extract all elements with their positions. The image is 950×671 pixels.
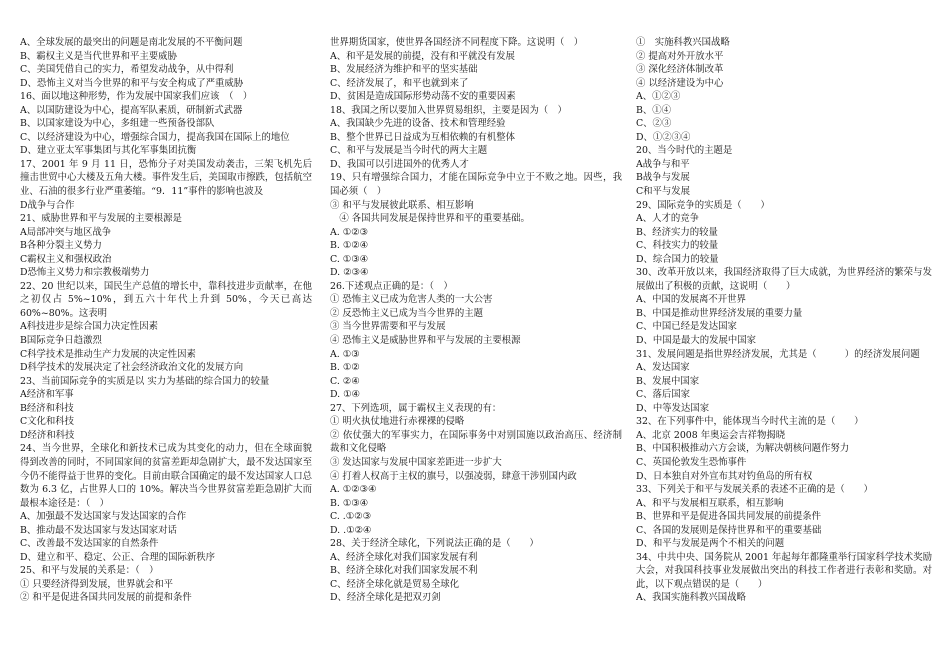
question-text-line: ④ 以经济建设为中心 bbox=[636, 77, 724, 89]
question-text-line: ① 只要经济得到发展，世界就会和平 bbox=[20, 578, 173, 590]
question-text-line: A. ①③ bbox=[330, 348, 360, 360]
question-text-line: B经济和科技 bbox=[20, 402, 74, 414]
question-text-line: D战争与合作 bbox=[20, 199, 75, 211]
question-text-line: 21、威胁世界和平与发展的主要根源是 bbox=[20, 213, 182, 225]
question-text-line: ③ 和平与发展彼此联系、相互影响 bbox=[330, 199, 474, 211]
question-text-line: B、整个世界已日益成为互相依赖的有机整体 bbox=[330, 131, 516, 143]
question-text-line: D. ②③④ bbox=[330, 267, 369, 279]
question-text-line: 30、改革开放以来，我国经济取得了巨大成就，为世界经济的繁荣与发展做出了积极的贡献，这说明（ ） bbox=[636, 267, 932, 292]
question-text-line: 28、关于经济全球化，下列说法正确的是（ ） bbox=[330, 538, 539, 550]
question-text-line: C、经济全球化就是贸易全球化 bbox=[330, 578, 460, 590]
question-text-line: A、全球发展的最突出的问题是南北发展的不平衡问题 bbox=[20, 37, 243, 48]
question-text-line: D、中国是最大的发展中国家 bbox=[636, 335, 757, 347]
question-text-line: 18、我国之所以要加入世界贸易组织，主要是因为（ ） bbox=[330, 104, 567, 116]
question-text-line: A、人才的竞争 bbox=[636, 213, 700, 225]
question-text-line: 世界期货国家，使世界各国经济不同程度下降。这说明（ ） bbox=[330, 37, 584, 48]
question-text-line: ① 明火执仗地进行赤裸裸的侵略 bbox=[330, 416, 465, 428]
question-text-line: B、发展中国家 bbox=[636, 375, 700, 387]
question-text-line: C、科技实力的较量 bbox=[636, 240, 719, 252]
question-text-line: ④ 各国共同发展是保持世界和平的重要基础。 bbox=[330, 213, 530, 225]
question-text-line: C. ①③④ bbox=[330, 253, 369, 265]
question-text-line: A、我国实施科教兴国战略 bbox=[636, 592, 746, 604]
question-text-line: B、中国积极推动六方会谈，为解决朝核问题作努力 bbox=[636, 443, 850, 455]
question-text-line: A、发达国家 bbox=[636, 362, 690, 374]
question-text-line: C、和平与发展是当今时代的两大主题 bbox=[330, 145, 488, 157]
question-text-line: C. .①②③ bbox=[330, 511, 371, 523]
question-text-line: C霸权主义和强权政治 bbox=[20, 253, 112, 265]
question-text-line: C、改善最不发达国家的自然条件 bbox=[20, 538, 159, 550]
question-text-line: 23、当前国际竞争的实质是以 实力为基础的综合国力的较量 bbox=[20, 375, 270, 387]
question-text-line: B各种分裂主义势力 bbox=[20, 240, 102, 252]
question-text-line: B、霸权主义是当代世界和平主要威胁 bbox=[20, 50, 177, 62]
question-text-line: C. ②④ bbox=[330, 375, 360, 387]
question-text-line: B、中国是推动世界经济发展的重要力量 bbox=[636, 307, 803, 319]
question-text-line: D、中等发达国家 bbox=[636, 402, 710, 414]
question-text-line: C文化和科技 bbox=[20, 416, 75, 428]
question-text-line: C、落后国家 bbox=[636, 389, 691, 401]
question-text-line: C、各国的发展则是保持世界和平的重要基础 bbox=[636, 524, 822, 536]
question-text-line: 31、发展问题是指世界经济发展，尤其是（ ）的经济发展问题 bbox=[636, 348, 920, 360]
question-text-line: C、美国凭借自己的实力，希望发动战争，从中得利 bbox=[20, 64, 234, 76]
question-text-line: B、推动最不发达国家与发达国家对话 bbox=[20, 524, 177, 536]
question-text-line: C和平与发展 bbox=[636, 186, 691, 198]
question-text-line: A、我国缺少先进的设备、技术和管理经验 bbox=[330, 118, 506, 130]
question-text-line: ③ 发达国家与发展中国家差距进一步扩大 bbox=[330, 456, 502, 468]
question-text-line: ② 反恐怖主义已成为当今世界的主题 bbox=[330, 307, 483, 319]
question-text-line: ① 实施科教兴国战略 bbox=[636, 37, 730, 48]
question-text-line: 19、只有增强综合国力，才能在国际竞争中立于不败之地。因些，我国必须（ ） bbox=[330, 172, 622, 198]
question-text-line: D经济和科技 bbox=[20, 429, 75, 441]
question-text-line: B、经济实力的较量 bbox=[636, 226, 718, 238]
question-text-line: A、加强最不发达国家与发达国家的合作 bbox=[20, 511, 187, 523]
question-text-line: D、贫困是造成国际形势动荡不安的重要因素 bbox=[330, 91, 516, 103]
question-text-line: C、以经济建设为中心，增强综合国力，提高我国在国际上的地位 bbox=[20, 131, 290, 143]
question-text-line: 32、在下列事件中，能体现当今时代主流的是（ ） bbox=[636, 416, 864, 428]
question-text-line: C、英国伦敦发生恐怖事件 bbox=[636, 456, 747, 468]
question-text-line: B战争与发展 bbox=[636, 172, 690, 184]
question-text-line: A、①②③ bbox=[636, 91, 681, 103]
question-text-line: A、经济全球化对我们国家发展有利 bbox=[330, 551, 478, 563]
question-text-line: ② 依仗强大的军事实力，在国际事务中对别国施以政治高压、经济制裁和文化侵略 bbox=[330, 429, 622, 455]
question-text-line: B、①④ bbox=[636, 104, 672, 116]
question-text-line: A. ①②③ bbox=[330, 226, 368, 238]
question-text-line: D、我国可以引进国外的优秀人才 bbox=[330, 158, 469, 170]
question-text-line: D、恐怖主义对当今世界的和平与安全构成了严重威胁 bbox=[20, 77, 244, 89]
question-text-line: D恐怖主义势力和宗教极端势力 bbox=[20, 267, 150, 279]
question-text-line: 26.下述观点正确的是：（ ） bbox=[330, 280, 453, 292]
question-text-line: C、中国已经是发达国家 bbox=[636, 321, 737, 333]
question-text-line: A局部冲突与地区战争 bbox=[20, 226, 112, 238]
question-text-line: A、以国防建设为中心，提高军队素质，研制新式武器 bbox=[20, 104, 243, 116]
question-text-line: D、日本独自对外宣布其对钓鱼岛的所有权 bbox=[636, 470, 813, 482]
question-text-line: ④ 打着人权高于主权的旗号，以强凌弱，肆意干涉别国内政 bbox=[330, 470, 577, 482]
question-text-line: B. ①② bbox=[330, 362, 360, 374]
column-middle bbox=[330, 36, 622, 671]
question-text-line: C、经济发展了，和平也就到来了 bbox=[330, 77, 469, 89]
column-right bbox=[636, 36, 932, 671]
question-text-line: 33、下列关于和平与发展关系的表述不正确的是（ ） bbox=[636, 484, 873, 496]
question-text-line: D、①②③④ bbox=[636, 131, 691, 143]
question-text-line: D、综合国力的较量 bbox=[636, 253, 719, 265]
question-text-line: ③ 当今世界需要和平与发展 bbox=[330, 321, 446, 333]
question-text-line: 17、2001 年 9 月 11 日，恐怖分子对美国发动袭击，三架飞机先后撞击世贸中心大楼及五角大楼。事件发生后，美国取市擦跌，包括航空业、石油的很多行业严重萎缩。“9．11”事件的影响也波及 bbox=[20, 158, 312, 198]
question-text-line: B、经济全球化对我们国家发展不利 bbox=[330, 565, 478, 577]
question-text-line: B、世界和平是促进各国共同发展的前提条件 bbox=[636, 511, 822, 523]
question-text-line: ④ 恐怖主义是威胁世界和平与发展的主要根源 bbox=[330, 335, 521, 347]
question-text-line: D、建立和平、稳定、公正、合理的国际新秩序 bbox=[20, 551, 216, 563]
question-text-line: 29、国际竞争的实质是（ ） bbox=[636, 199, 770, 211]
question-text-line: 22、20 世纪以来，国民生产总值的增长中，靠科技进步贡献率，在他之初仅占 5%~10%，到五六十年代上升到 50%，今天已高达 60%~80%。这表明 bbox=[20, 280, 312, 319]
question-text-line: ③ 深化经济体制改革 bbox=[636, 64, 724, 76]
question-text-line: ② 和平是促进各国共同发展的前提和条件 bbox=[20, 592, 192, 604]
question-text-line: B. ①③④ bbox=[330, 497, 369, 509]
question-text-line: B、发展经济为维护和平的坚实基础 bbox=[330, 64, 478, 76]
question-text-line: A、中国的发展离不开世界 bbox=[636, 294, 746, 306]
question-text-line: D. ①④ bbox=[330, 389, 360, 401]
question-text-line: C科学技术是推动生产力发展的决定性因素 bbox=[20, 348, 196, 360]
question-text-line: A经济和军事 bbox=[20, 389, 74, 401]
question-text-line: B. ①②④ bbox=[330, 240, 369, 252]
question-text-line: D科学技术的发展决定了社会经济政治文化的发展方向 bbox=[20, 362, 244, 374]
question-text-line: A、和平与发展相互联系，相互影响 bbox=[636, 497, 784, 509]
question-text-line: D. .①②④ bbox=[330, 524, 372, 536]
question-text-line: A科技进步是综合国力决定性因素 bbox=[20, 321, 159, 333]
question-text-line: 25、和平与发展的关系是：（ ） bbox=[20, 565, 159, 577]
question-text-line: B国际竞争日趋激烈 bbox=[20, 335, 102, 347]
question-text-line: 24、当今世界，全球化和新技术已成为其变化的动力，但在全球面貌得到改善的同时，不同国家间的贫富差距却急剧扩大，最不发达国家至今仍不能得益于世界的变化。目前由联合国确定的最不发达国家人口总数为 6.3 亿，占世界人口的 10%。解决当今世界贫富差距急剧扩大而最根本途径是：（ ） bbox=[20, 443, 312, 509]
question-text-line: A、北京 2008 年奥运会吉祥物揭晓 bbox=[636, 429, 786, 441]
question-text-line: A战争与和平 bbox=[636, 158, 690, 170]
question-text-line: B、以国家建设为中心，多组建一些预备役部队 bbox=[20, 118, 215, 130]
question-text-line: 16、面以地这种形势，作为发展中国家我们应该 （ ） bbox=[20, 91, 253, 103]
question-text-line: 20、当今时代的主题是 bbox=[636, 145, 733, 157]
question-text-line: D、建立亚太军事集团与其化军事集团抗衡 bbox=[20, 145, 197, 157]
question-text-line: A. ①②③④ bbox=[330, 484, 377, 496]
question-text-line: 34、中共中央、国务院从 2001 年起每年都隆重举行国家科学技术奖励大会，对我国科技事业发展做出突出的科技工作者进行表彰和奖励。对此，以下观点错误的是（ ） bbox=[636, 551, 932, 590]
question-text-line: 27、下列选项，属于霸权主义表现的有： bbox=[330, 402, 502, 414]
column-left bbox=[20, 36, 312, 671]
question-text-line: D、经济全球化是把双刃剑 bbox=[330, 592, 441, 604]
question-text-line: ② 提高对外开放水平 bbox=[636, 50, 724, 62]
question-text-line: C、②③ bbox=[636, 118, 672, 130]
question-text-line: D、和平与发展是两个不相关的问题 bbox=[636, 538, 785, 550]
question-text-line: ① 恐怖主义已成为危害人类的一大公害 bbox=[330, 294, 493, 306]
question-text-line: A、和平是发展的前提，没有和平就没有发展 bbox=[330, 50, 515, 62]
